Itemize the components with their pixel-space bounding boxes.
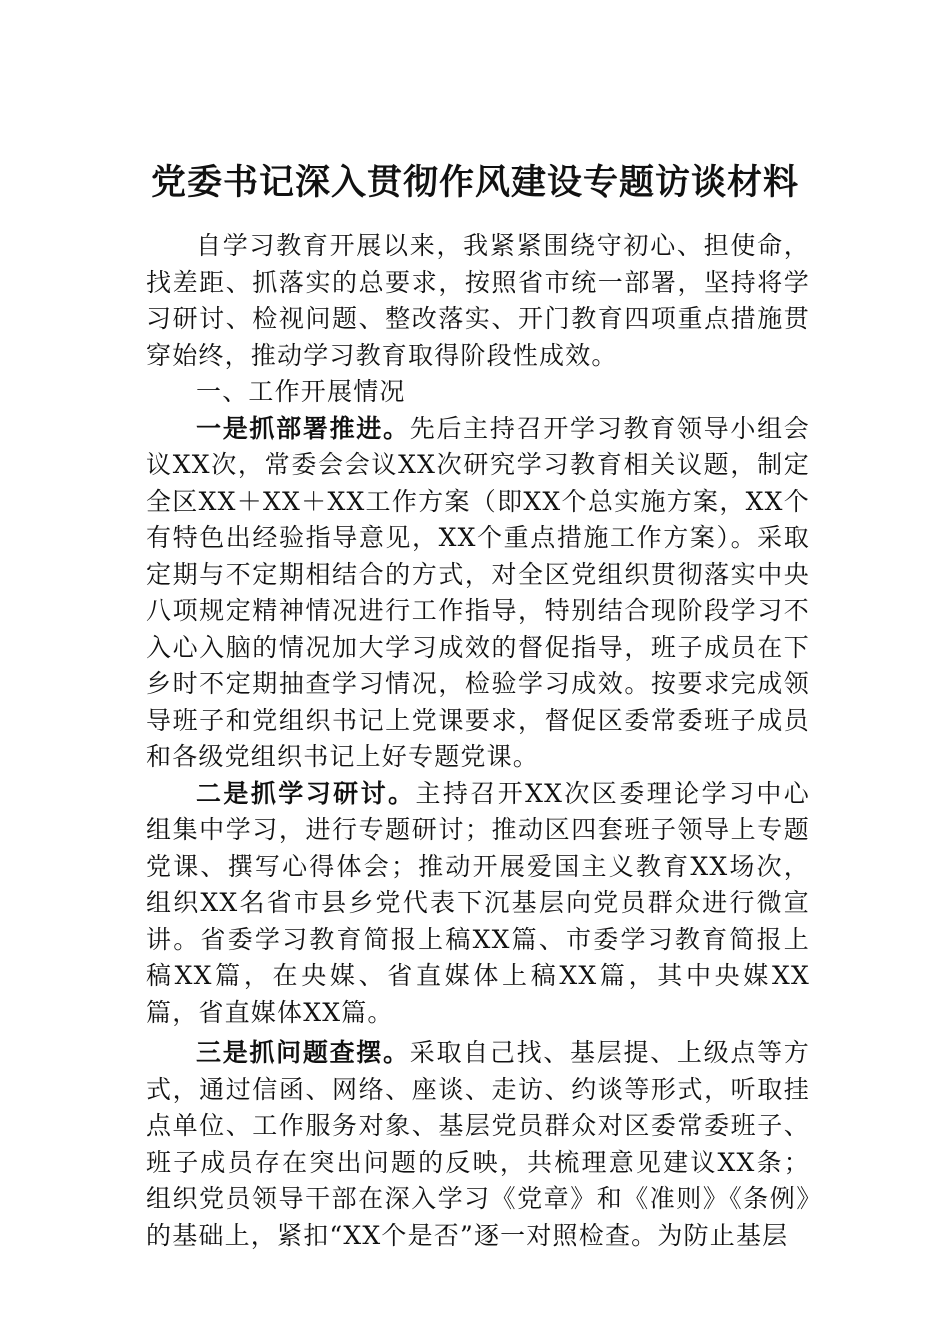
section-heading-work-progress: 一、工作开展情况 <box>196 377 406 406</box>
paragraph-lead-deployment: 一是抓部署推进。 <box>196 413 410 443</box>
paragraph-lead-problems: 三是抓问题查摆。 <box>196 1038 410 1067</box>
paragraph-text-deployment: 先后主持召开学习教育领导小组会议XX次，常委会会议XX次研究学习教育相关议题，制定全区XX＋XX＋XX工作方案（即XX个总实施方案，XX个有特色出经验指导意见，XX个重点措施工作方案）。采取定期与不定期相结合的方式，对全区党组织贯彻落实中央八项规定精神情况进行工作指导，特别结合现阶段学习不入心入脑的情况加大学习成效的督促指导，班子成员在下乡时不定期抽查学习情况，检验学习成效。按要求完成领导班子和党组织书记上党课要求，督促区委常委班子成员和各级党组织书记上好专题党课。 <box>146 413 810 771</box>
intro-paragraph: 自学习教育开展以来，我紧紧围绕守初心、担使命，找差距、抓落实的总要求，按照省市统一部署，坚持将学习研讨、检视问题、整改落实、开门教育四项重点措施贯穿始终，推动学习教育取得阶段性成效。 <box>146 231 810 370</box>
paragraph-problems <box>146 1035 810 1254</box>
paragraph-text-study: 主持召开XX次区委理论学习中心组集中学习，进行专题研讨；推动区四套班子领导上专题党课、撰写心得体会；推动开展爱国主义教育XX场次，组织XX名省市县乡党代表下沉基层向党员群众进行微宣讲。省委学习教育简报上稿XX篇、市委学习教育简报上稿XX篇，在央媒、省直媒体上稿XX篇，其中央媒XX篇，省直媒体XX篇。 <box>146 778 810 1027</box>
paragraph-text-problems: 采取自己找、基层提、上级点等方式，通过信函、网络、座谈、走访、约谈等形式，听取挂点单位、工作服务对象、基层党员群众对区委常委班子、班子成员存在突出问题的反映，共梳理意见建议XX条；组织党员领导干部在深入学习《党章》和《准则》《条例》的基础上，紧扣“XX个是否”逐一对照检查。为防止基层 <box>146 1038 810 1250</box>
paragraph-deployment <box>146 411 810 776</box>
document-body <box>146 228 810 1254</box>
paragraph-study <box>146 776 810 1032</box>
paragraph-lead-study: 二是抓学习研讨。 <box>196 778 416 808</box>
document-title: 党委书记深入贯彻作风建设专题访谈材料 <box>150 162 799 203</box>
